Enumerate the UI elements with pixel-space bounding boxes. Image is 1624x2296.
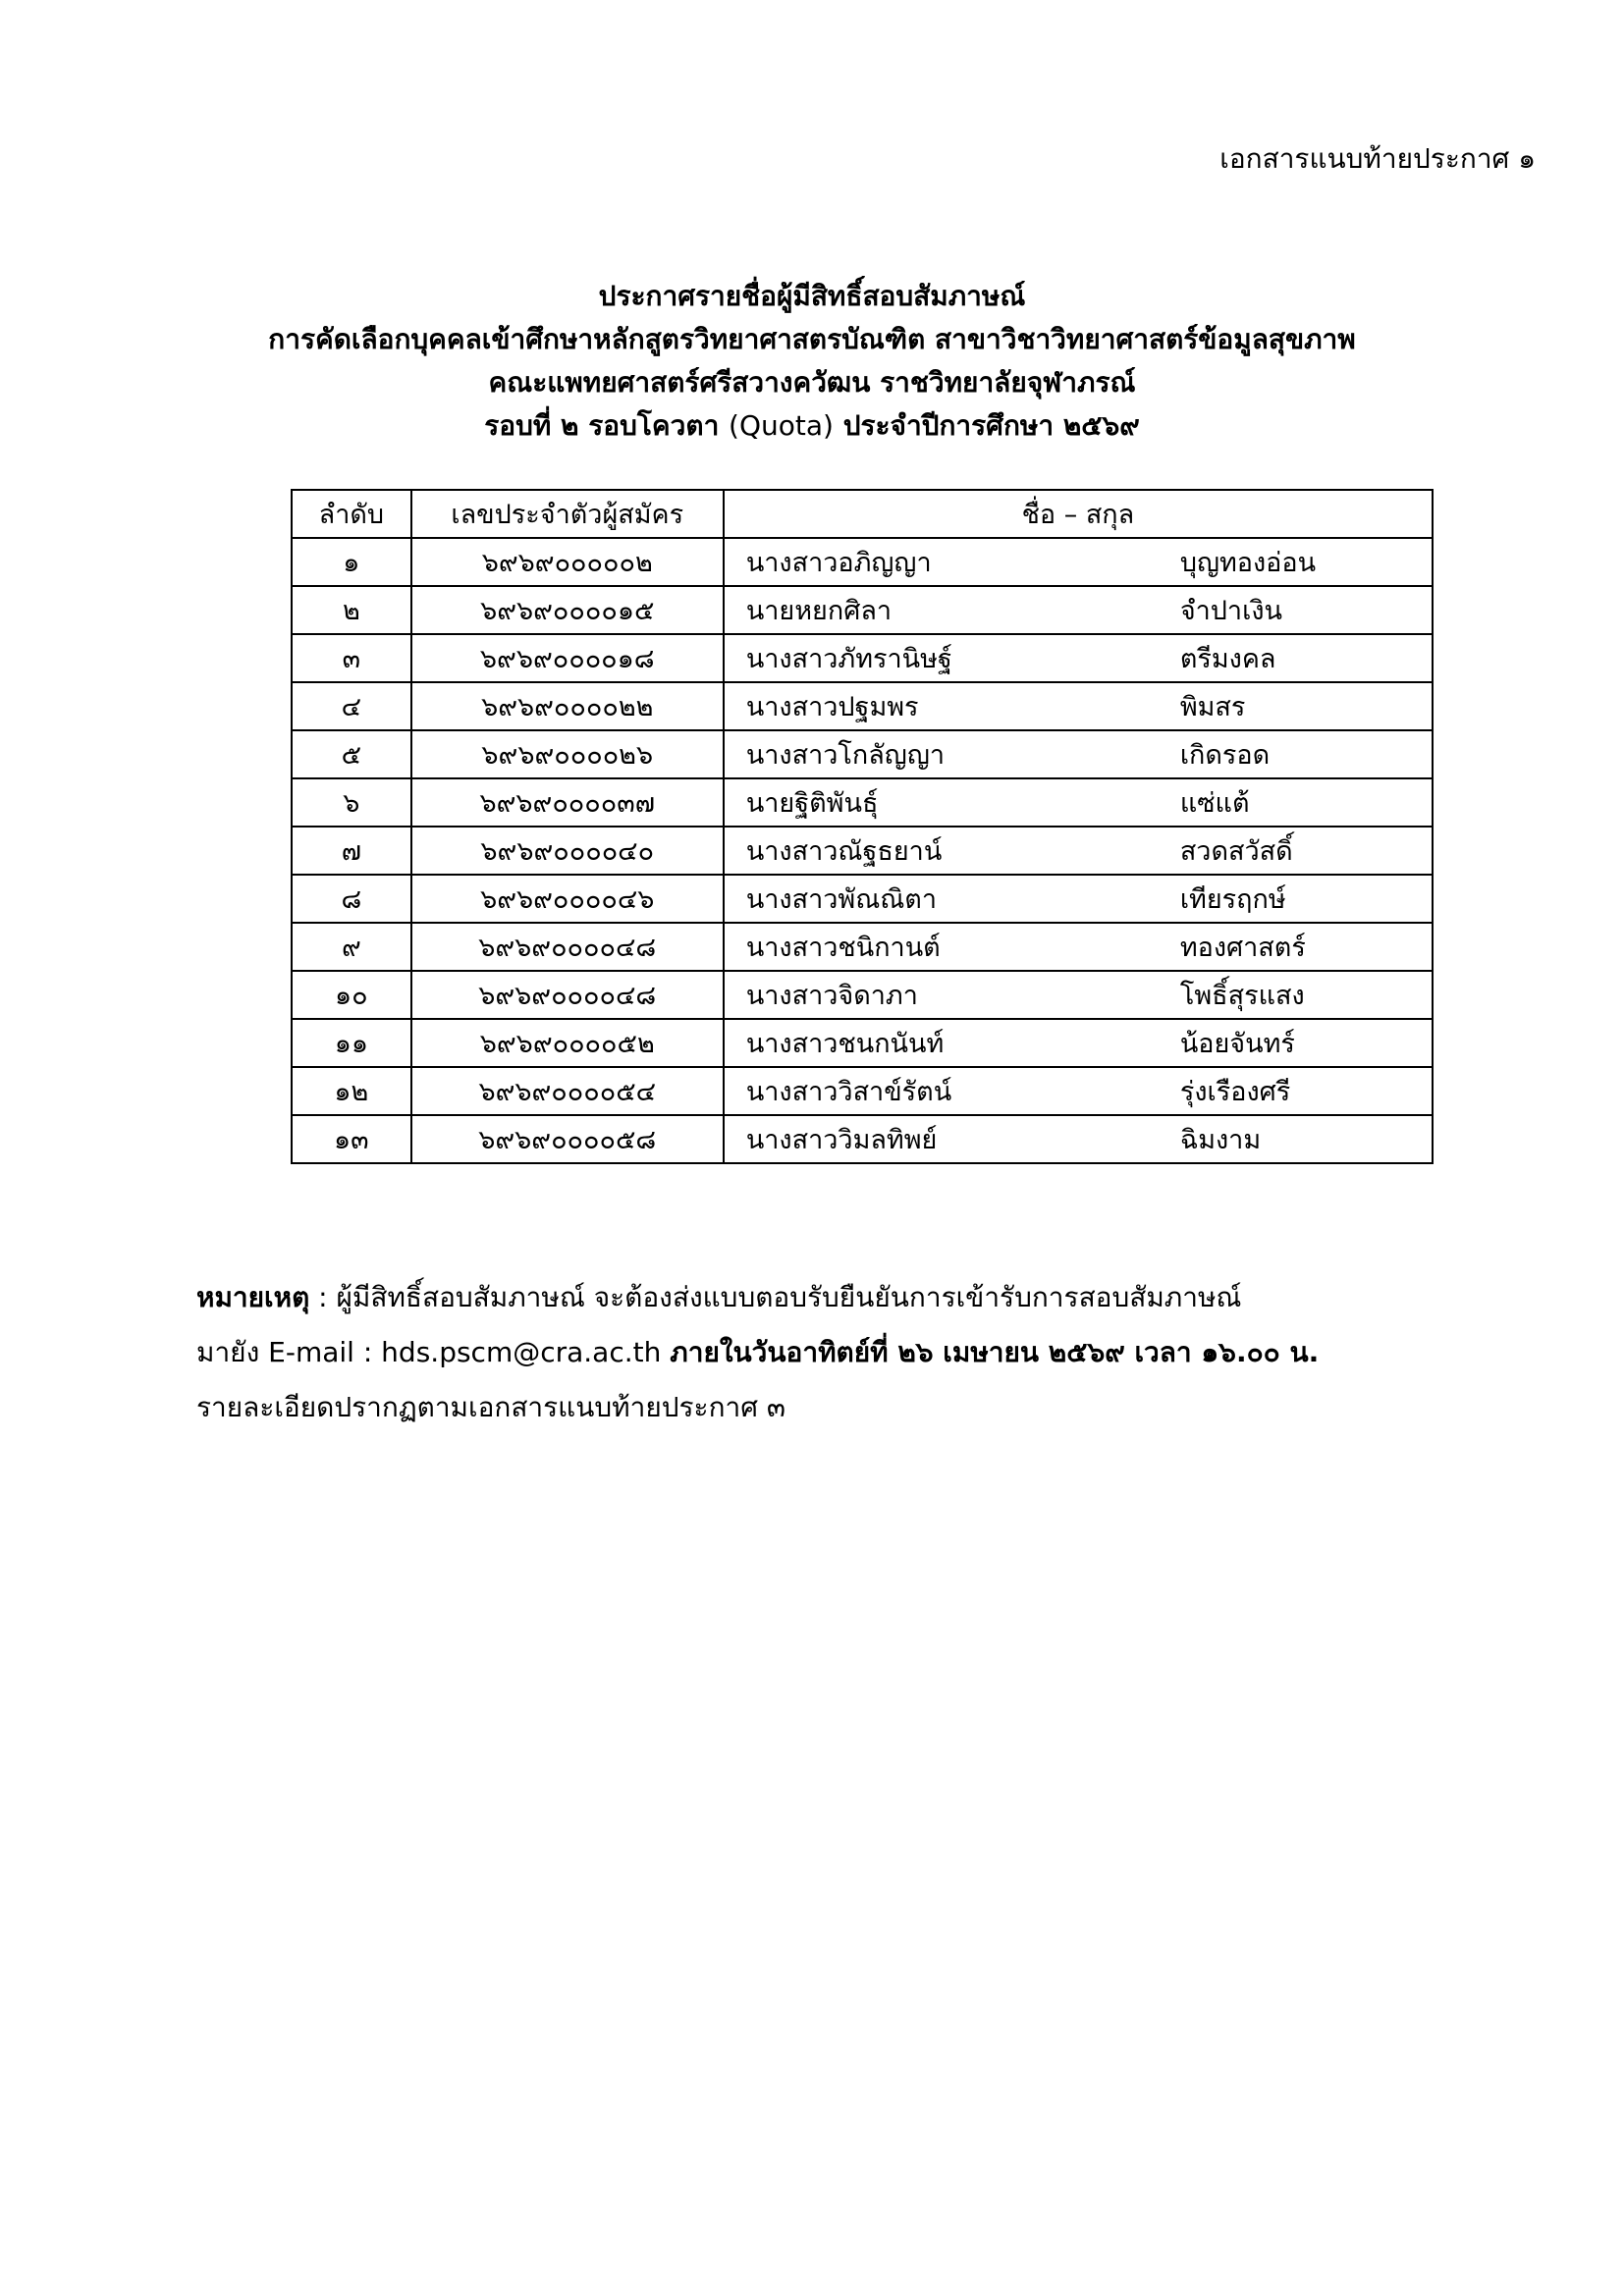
- row-last-name: พิมสร: [1179, 692, 1246, 722]
- row-full-name: [724, 1019, 1433, 1067]
- row-last-name: สวดสวัสดิ์: [1179, 836, 1293, 867]
- heading-line-3: คณะแพทยศาสตร์ศรีสวางควัฒน ราชวิทยาลัยจุฬาภรณ์: [488, 366, 1136, 399]
- remark-section: [196, 1270, 1443, 1435]
- header-full-name: ชื่อ – สกุล: [724, 490, 1433, 538]
- row-seq: ๑๑: [292, 1019, 411, 1067]
- row-last-name: บุญทองอ่อน: [1179, 548, 1317, 578]
- table-row: [292, 634, 1433, 682]
- row-seq: ๒: [292, 586, 411, 634]
- row-first-name: นางสาวปฐมพร: [745, 692, 919, 722]
- heading-line-4: [0, 404, 1624, 448]
- row-applicant-id: ๖๙๖๙๐๐๐๐๒๖: [411, 730, 724, 778]
- heading-line-1: ประกาศรายชื่อผู้มีสิทธิ์สอบสัมภาษณ์: [598, 280, 1026, 312]
- remark-deadline: ภายในวันอาทิตย์ที่ ๒๖ เมษายน ๒๕๖๙ เวลา ๑๖.๐๐ น.: [670, 1336, 1320, 1368]
- row-full-name: [724, 682, 1433, 730]
- table-row: [292, 827, 1433, 875]
- row-seq: ๖: [292, 778, 411, 827]
- table-row: [292, 1115, 1433, 1163]
- table-row: [292, 1019, 1433, 1067]
- row-first-name: นางสาวชนกนันท์: [745, 1029, 945, 1059]
- row-last-name: ทองศาสตร์: [1179, 933, 1306, 963]
- round-label: รอบที่ ๒ รอบโควตา: [484, 409, 730, 442]
- row-last-name: ฉิมงาม: [1179, 1125, 1262, 1155]
- announcement-heading: [0, 275, 1624, 448]
- candidate-table: [291, 489, 1434, 1164]
- quota-label: (Quota): [729, 409, 834, 442]
- row-first-name: นางสาววิสาข์รัตน์: [745, 1077, 952, 1107]
- row-last-name: น้อยจันทร์: [1179, 1029, 1295, 1059]
- row-last-name: ตรีมงคล: [1179, 644, 1276, 674]
- remark-line-1: [196, 1270, 1443, 1325]
- table-row: [292, 778, 1433, 827]
- row-seq: ๑๐: [292, 971, 411, 1019]
- remark-email: มายัง E-mail : hds.pscm@cra.ac.th: [196, 1336, 671, 1368]
- row-seq: ๕: [292, 730, 411, 778]
- row-seq: ๑: [292, 538, 411, 586]
- row-applicant-id: ๖๙๖๙๐๐๐๐๐๒: [411, 538, 724, 586]
- table-header-row: [292, 490, 1433, 538]
- header-seq: ลำดับ: [292, 490, 411, 538]
- row-seq: ๗: [292, 827, 411, 875]
- row-first-name: นางสาวพัณณิตา: [745, 884, 938, 915]
- remark-line-3: รายละเอียดปรากฏตามเอกสารแนบท้ายประกาศ ๓: [196, 1391, 786, 1423]
- table-row: [292, 682, 1433, 730]
- row-seq: ๙: [292, 923, 411, 971]
- table-row: [292, 1067, 1433, 1115]
- row-full-name: [724, 827, 1433, 875]
- row-first-name: นางสาวณัฐธยาน์: [745, 836, 943, 867]
- table-row: [292, 730, 1433, 778]
- remark-label: หมายเหตุ: [196, 1281, 310, 1313]
- row-applicant-id: ๖๙๖๙๐๐๐๐๕๘: [411, 1115, 724, 1163]
- row-applicant-id: ๖๙๖๙๐๐๐๐๔๘: [411, 923, 724, 971]
- table-row: [292, 875, 1433, 923]
- row-first-name: นางสาวภัทรานิษฐ์: [745, 644, 952, 674]
- row-full-name: [724, 778, 1433, 827]
- heading-line-2: การคัดเลือกบุคคลเข้าศึกษาหลักสูตรวิทยาศาสตรบัณฑิต สาขาวิชาวิทยาศาสตร์ข้อมูลสุขภาพ: [268, 323, 1356, 355]
- row-last-name: เกิดรอด: [1179, 740, 1271, 771]
- row-full-name: [724, 971, 1433, 1019]
- row-last-name: รุ่งเรืองศรี: [1179, 1077, 1291, 1107]
- row-full-name: [724, 730, 1433, 778]
- attachment-label: เอกสารแนบท้ายประกาศ ๑: [1219, 142, 1536, 175]
- row-first-name: นางสาวโกลัญญา: [745, 740, 945, 771]
- row-full-name: [724, 1067, 1433, 1115]
- row-applicant-id: ๖๙๖๙๐๐๐๐๔๐: [411, 827, 724, 875]
- remark-line-2: [196, 1325, 1443, 1380]
- row-applicant-id: ๖๙๖๙๐๐๐๐๑๘: [411, 634, 724, 682]
- table-row: [292, 538, 1433, 586]
- row-seq: ๓: [292, 634, 411, 682]
- row-applicant-id: ๖๙๖๙๐๐๐๐๓๗: [411, 778, 724, 827]
- row-seq: ๑๓: [292, 1115, 411, 1163]
- row-seq: ๔: [292, 682, 411, 730]
- row-applicant-id: ๖๙๖๙๐๐๐๐๒๒: [411, 682, 724, 730]
- table-row: [292, 923, 1433, 971]
- table-row: [292, 586, 1433, 634]
- row-full-name: [724, 923, 1433, 971]
- row-last-name: แซ่แต้: [1179, 788, 1250, 819]
- row-first-name: นางสาววิมลทิพย์: [745, 1125, 938, 1155]
- header-applicant-id: เลขประจำตัวผู้สมัคร: [411, 490, 724, 538]
- row-applicant-id: ๖๙๖๙๐๐๐๐๕๔: [411, 1067, 724, 1115]
- row-full-name: [724, 1115, 1433, 1163]
- row-last-name: จำปาเงิน: [1179, 596, 1282, 626]
- row-first-name: นายฐิติพันธุ์: [745, 788, 879, 819]
- row-applicant-id: ๖๙๖๙๐๐๐๐๔๘: [411, 971, 724, 1019]
- row-last-name: โพธิ์สุรแสง: [1179, 981, 1305, 1011]
- row-seq: ๘: [292, 875, 411, 923]
- table-row: [292, 971, 1433, 1019]
- row-full-name: [724, 875, 1433, 923]
- row-seq: ๑๒: [292, 1067, 411, 1115]
- remark-text: : ผู้มีสิทธิ์สอบสัมภาษณ์ จะต้องส่งแบบตอบรับยืนยันการเข้ารับการสอบสัมภาษณ์: [309, 1281, 1242, 1313]
- academic-year-label: ประจำปีการศึกษา ๒๕๖๙: [833, 409, 1140, 442]
- row-last-name: เทียรฤกษ์: [1179, 884, 1286, 915]
- row-first-name: นางสาวชนิกานต์: [745, 933, 941, 963]
- row-full-name: [724, 538, 1433, 586]
- row-first-name: นางสาวอภิญญา: [745, 548, 932, 578]
- row-applicant-id: ๖๙๖๙๐๐๐๐๑๕: [411, 586, 724, 634]
- row-full-name: [724, 634, 1433, 682]
- row-applicant-id: ๖๙๖๙๐๐๐๐๔๖: [411, 875, 724, 923]
- row-first-name: นางสาวจิดาภา: [745, 981, 918, 1011]
- row-full-name: [724, 586, 1433, 634]
- row-first-name: นายหยกศิลา: [745, 596, 893, 626]
- row-applicant-id: ๖๙๖๙๐๐๐๐๕๒: [411, 1019, 724, 1067]
